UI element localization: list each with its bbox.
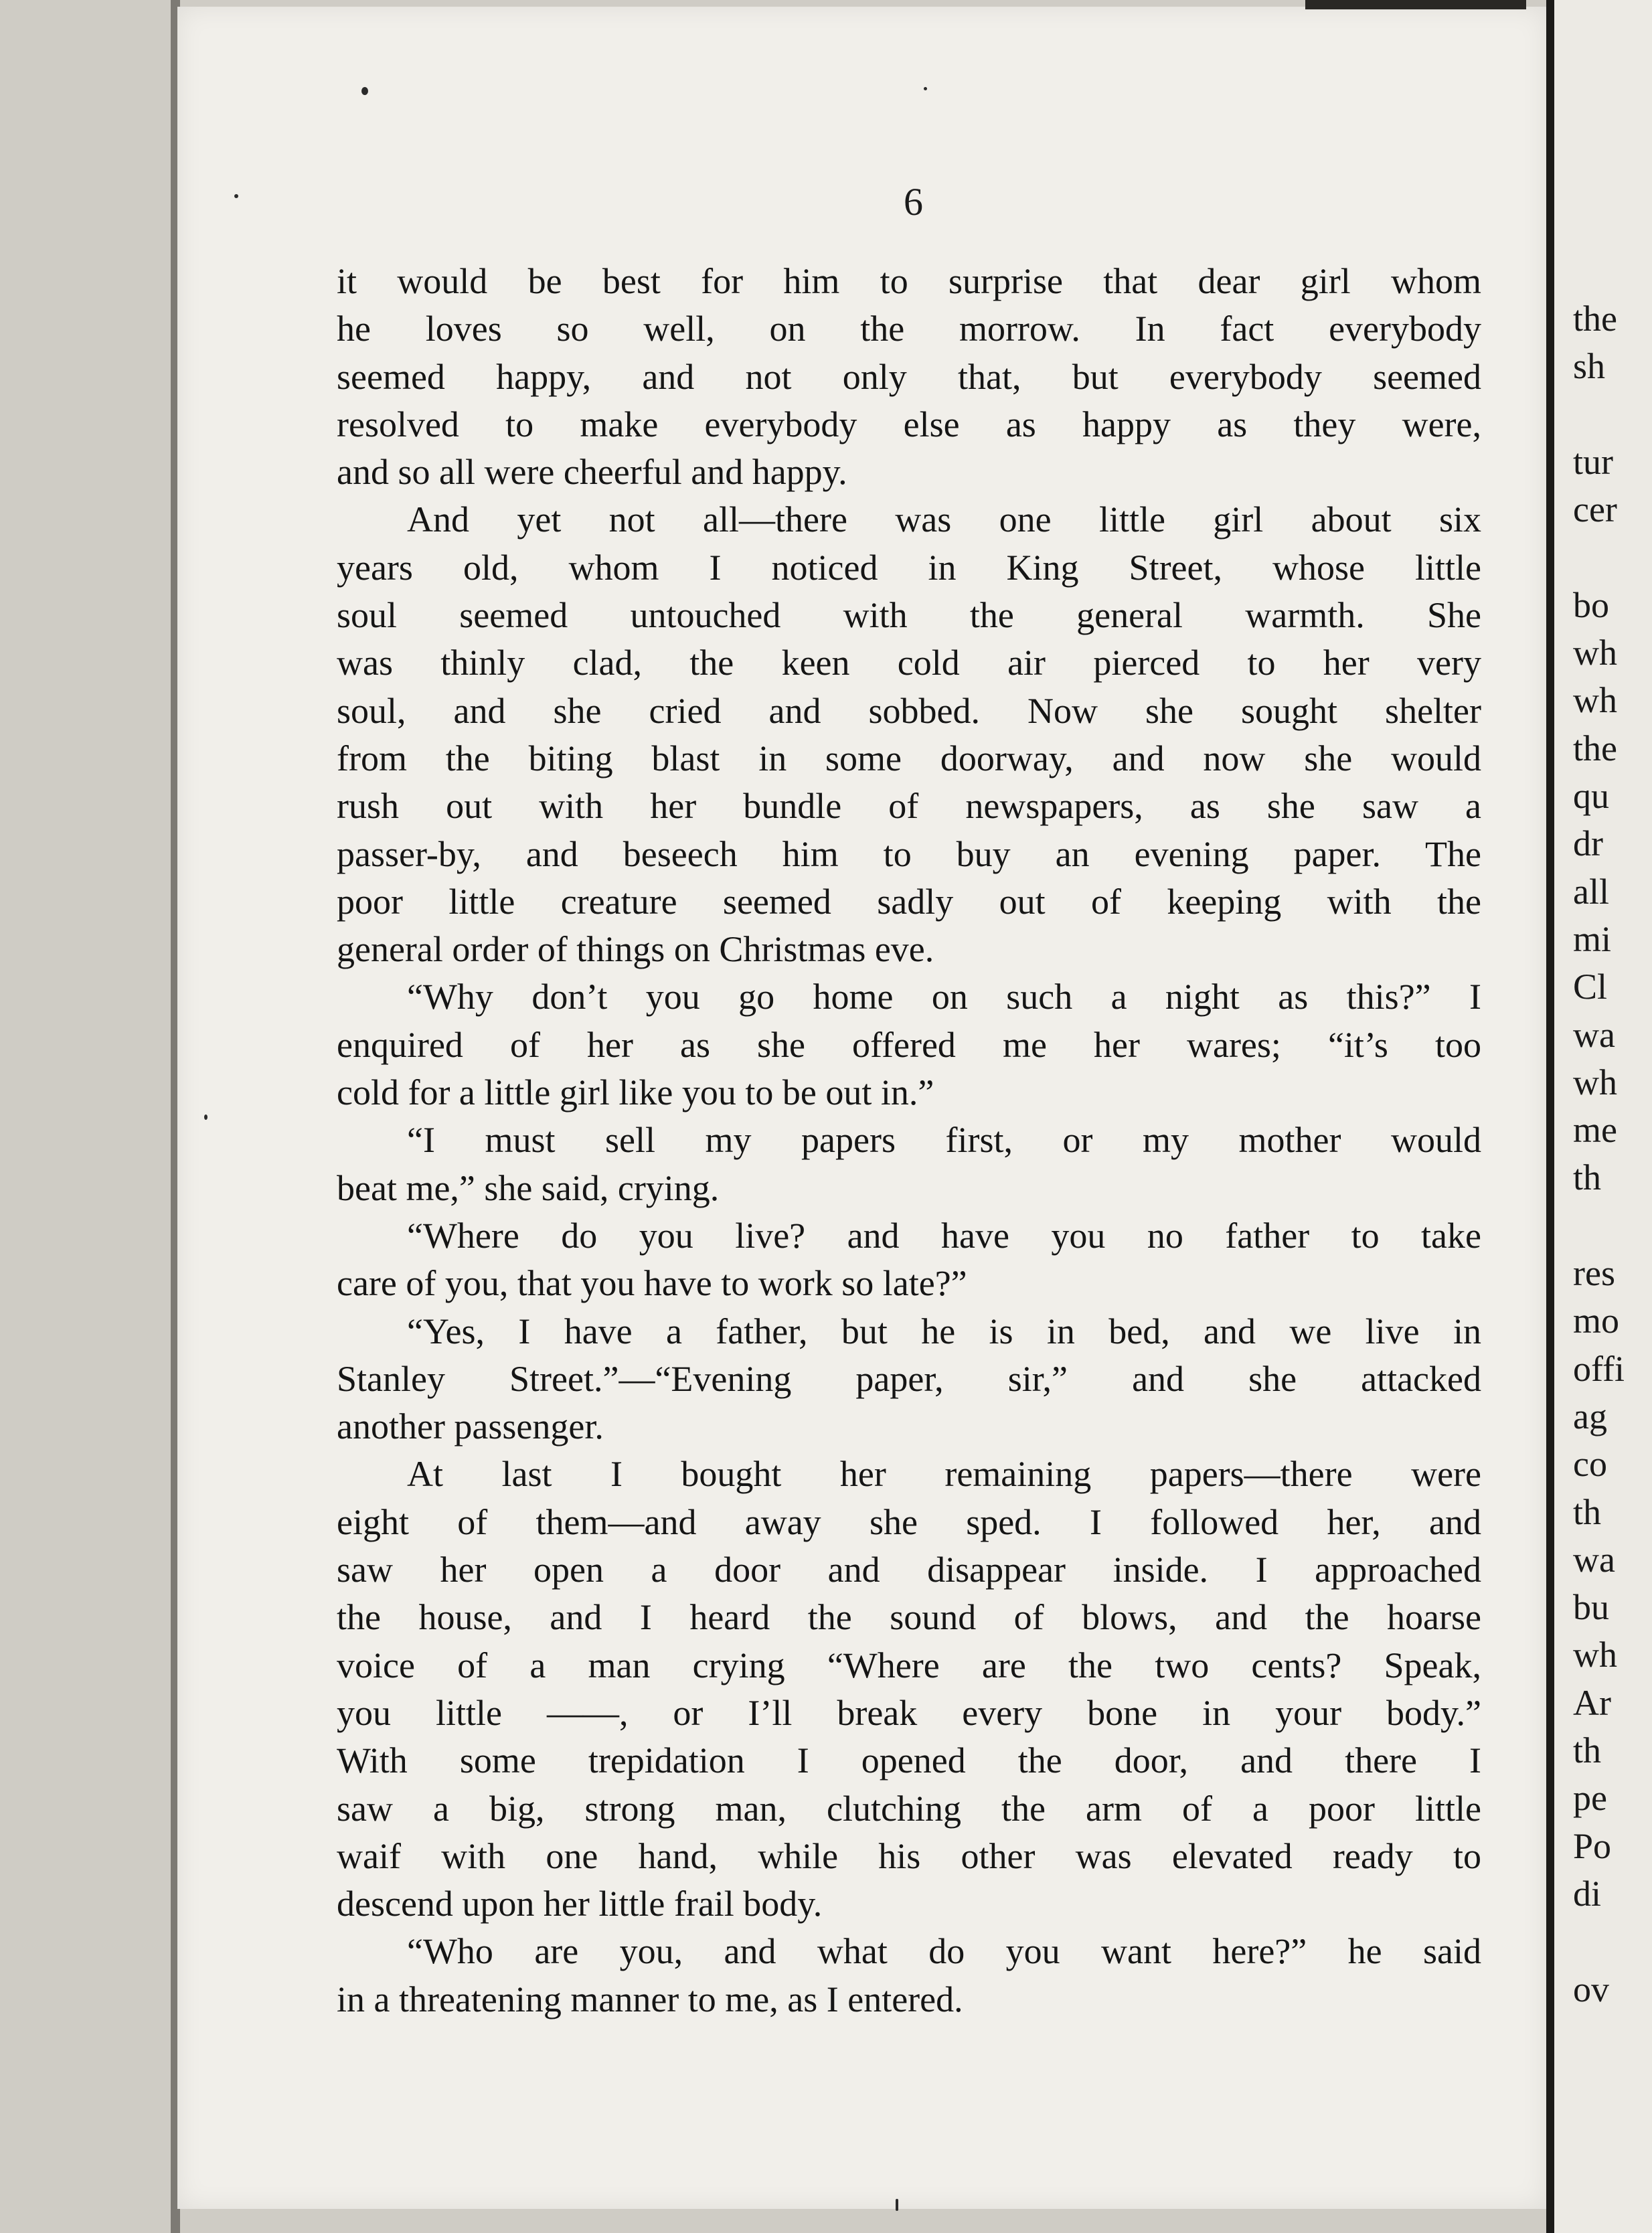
adjacent-page-fragment: Po bbox=[1573, 1825, 1612, 1866]
text-line: poor little creature seemed sadly out of keeping with the bbox=[337, 881, 1481, 922]
text-line: soul seemed untouched with the general warmth. She bbox=[337, 595, 1481, 636]
adjacent-page-fragment: tur bbox=[1573, 441, 1613, 482]
text-line: it would be best for him to surprise that dear girl whom bbox=[337, 261, 1481, 301]
adjacent-page-fragment: res bbox=[1573, 1253, 1615, 1293]
text-line: years old, whom I noticed in King Street, whose little bbox=[337, 547, 1481, 588]
text-line: and so all were cheerful and happy. bbox=[337, 452, 847, 493]
adjacent-page-fragment: the bbox=[1573, 728, 1617, 768]
adjacent-page-fragment: ov bbox=[1573, 1969, 1609, 2009]
adjacent-page-fragment: cer bbox=[1573, 489, 1617, 530]
text-line: soul, and she cried and sobbed. Now she sought shelter bbox=[337, 690, 1481, 731]
adjacent-page-fragment: qu bbox=[1573, 776, 1609, 816]
ink-speck bbox=[204, 1114, 208, 1120]
text-line: cold for a little girl like you to be out in.” bbox=[337, 1072, 934, 1113]
ink-speck bbox=[896, 2199, 898, 2211]
ink-speck bbox=[361, 87, 368, 95]
text-line: saw her open a door and disappear inside. I approached bbox=[337, 1550, 1481, 1590]
adjacent-page-fragment: sh bbox=[1573, 346, 1606, 387]
text-line: care of you, that you have to work so late?” bbox=[337, 1263, 967, 1304]
adjacent-page-fragment: wh bbox=[1573, 680, 1617, 721]
text-line: seemed happy, and not only that, but everybody seemed bbox=[337, 356, 1481, 397]
page-top-edge bbox=[1305, 0, 1526, 9]
adjacent-page-edge bbox=[1554, 0, 1652, 2233]
page-number: 6 bbox=[904, 180, 923, 224]
text-line: saw a big, strong man, clutching the arm of a poor little bbox=[337, 1788, 1481, 1829]
ink-speck bbox=[234, 194, 238, 198]
adjacent-page-fragment: wa bbox=[1573, 1014, 1615, 1055]
adjacent-page-fragment: me bbox=[1573, 1110, 1617, 1151]
text-line: resolved to make everybody else as happy as they were, bbox=[337, 404, 1481, 444]
text-line: passer-by, and beseech him to buy an evening paper. The bbox=[337, 833, 1481, 874]
body-text bbox=[337, 258, 1481, 2023]
page-gutter bbox=[1546, 0, 1554, 2233]
adjacent-page-fragment: mo bbox=[1573, 1301, 1620, 1341]
adjacent-page-fragment: wa bbox=[1573, 1539, 1615, 1580]
text-line: from the biting blast in some doorway, and now she would bbox=[337, 738, 1481, 778]
adjacent-page-fragment: di bbox=[1573, 1873, 1602, 1914]
adjacent-page-fragment: dr bbox=[1573, 823, 1603, 864]
ink-speck bbox=[924, 87, 927, 90]
text-line: in a threatening manner to me, as I entered. bbox=[337, 1979, 963, 2019]
text-line: waif with one hand, while his other was elevated ready to bbox=[337, 1835, 1481, 1876]
text-line: “Where do you live? and have you no father to take bbox=[407, 1215, 1481, 1256]
adjacent-page-fragment: offi bbox=[1573, 1348, 1625, 1389]
text-line: he loves so well, on the morrow. In fact everybody bbox=[337, 309, 1481, 349]
text-line: eight of them—and away she sped. I followed her, and bbox=[337, 1501, 1481, 1542]
text-line: With some trepidation I opened the door, and there I bbox=[337, 1740, 1481, 1781]
adjacent-page-fragment: Cl bbox=[1573, 967, 1608, 1007]
text-line: was thinly clad, the keen cold air pierced to her very bbox=[337, 643, 1481, 683]
adjacent-page-fragment: the bbox=[1573, 299, 1617, 339]
text-line: Stanley Street.”—“Evening paper, sir,” and she attacked bbox=[337, 1358, 1481, 1399]
text-line: beat me,” she said, crying. bbox=[337, 1167, 720, 1208]
adjacent-page-fragment: Ar bbox=[1573, 1682, 1611, 1723]
adjacent-page-fragment: bu bbox=[1573, 1587, 1609, 1628]
text-line: “Yes, I have a father, but he is in bed, and we live in bbox=[407, 1311, 1481, 1351]
adjacent-page-fragment: pe bbox=[1573, 1778, 1607, 1819]
text-line: you little ——, or I’ll break every bone in your body.” bbox=[337, 1692, 1481, 1733]
text-line: rush out with her bundle of newspapers, as she saw a bbox=[337, 786, 1481, 827]
text-line: “Why don’t you go home on such a night as this?” I bbox=[407, 977, 1481, 1017]
text-line: voice of a man crying “Where are the two cents? Speak, bbox=[337, 1645, 1481, 1685]
text-line: another passenger. bbox=[337, 1406, 604, 1447]
adjacent-page-fragment: co bbox=[1573, 1444, 1607, 1485]
text-line: At last I bought her remaining papers—there were bbox=[407, 1454, 1481, 1495]
adjacent-page-fragment: th bbox=[1573, 1730, 1602, 1770]
text-line: descend upon her little frail body. bbox=[337, 1884, 823, 1924]
text-line: enquired of her as she offered me her wares; “it’s too bbox=[337, 1024, 1481, 1065]
adjacent-page-fragment: th bbox=[1573, 1157, 1602, 1198]
adjacent-page-fragment: mi bbox=[1573, 918, 1612, 959]
text-line: And yet not all—there was one little girl about six bbox=[407, 499, 1481, 540]
adjacent-page-fragment: bo bbox=[1573, 584, 1609, 625]
adjacent-page-fragment: ag bbox=[1573, 1396, 1607, 1436]
text-line: “Who are you, and what do you want here?” he said bbox=[407, 1931, 1481, 1972]
text-line: general order of things on Christmas eve. bbox=[337, 929, 934, 970]
adjacent-page-fragment: all bbox=[1573, 871, 1609, 912]
text-line: “I must sell my papers first, or my mother would bbox=[407, 1120, 1481, 1161]
adjacent-page-fragment: wh bbox=[1573, 1062, 1617, 1102]
text-line: the house, and I heard the sound of blows, and the hoarse bbox=[337, 1597, 1481, 1638]
adjacent-page-fragment: wh bbox=[1573, 633, 1617, 673]
adjacent-page-fragment: th bbox=[1573, 1491, 1602, 1532]
adjacent-page-fragment: wh bbox=[1573, 1635, 1617, 1675]
